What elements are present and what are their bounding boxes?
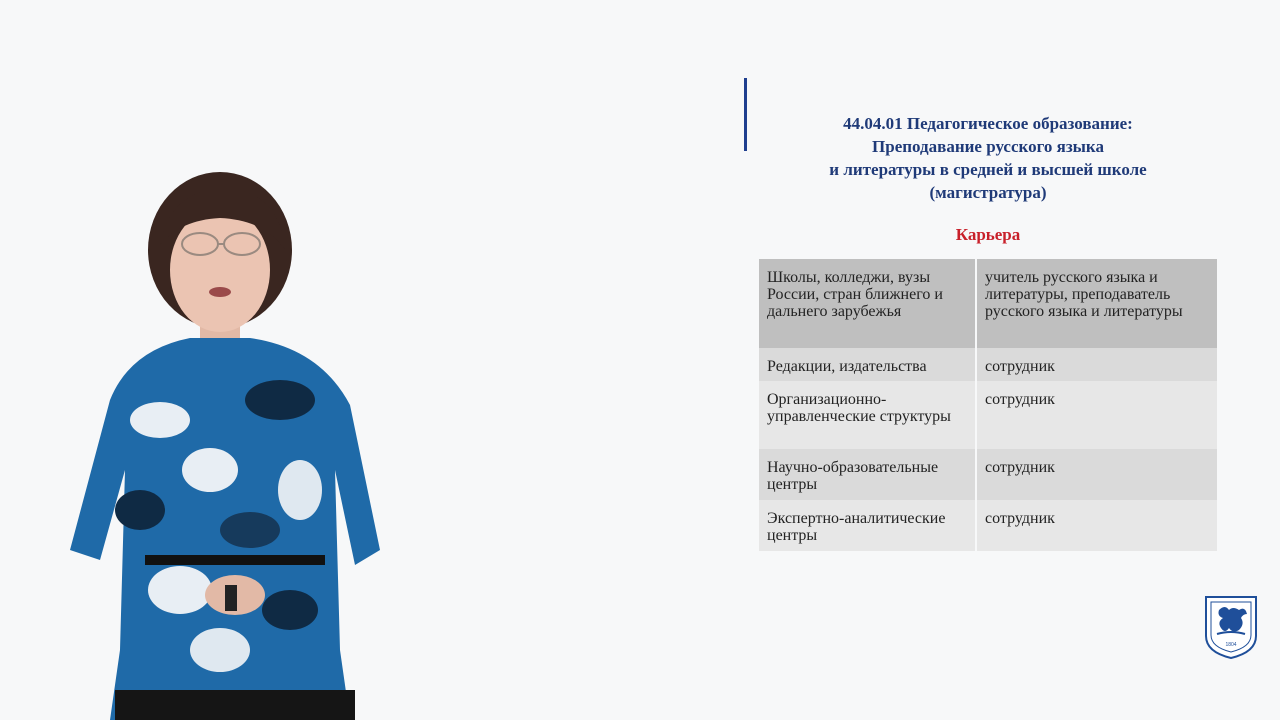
position-cell: сотрудник [977,449,1217,500]
workplace-cell: Экспертно-аналитические центры [759,500,975,551]
workplace-cell: Научно-образовательные центры [759,449,975,500]
table-row [759,259,1217,348]
program-title-line-4: (магистратура) [929,183,1047,202]
table-row [759,348,1217,381]
table-row [759,381,1217,449]
presenter-video-figure [50,170,410,720]
career-table [757,259,1219,551]
table-row [759,449,1217,500]
university-crest-icon [1203,594,1259,660]
program-title-line-3: и литературы в средней и высшей школе [829,160,1147,179]
program-title-line-2: Преподавание русского языка [872,137,1104,156]
crest-year: 1804 [1225,642,1237,648]
position-cell: сотрудник [977,500,1217,551]
program-title-line-1: 44.04.01 Педагогическое образование: [843,114,1133,133]
career-section-title: Карьера [955,225,1021,244]
workplace-cell: Организационно-управленческие структуры [759,381,975,449]
program-title [760,112,1216,204]
position-cell: учитель русского языка и литературы, преподаватель русского языка и литературы [977,259,1217,348]
accent-divider [744,78,747,151]
position-cell: сотрудник [977,381,1217,449]
table-row [759,500,1217,551]
position-cell: сотрудник [977,348,1217,381]
workplace-cell: Школы, колледжи, вузы России, стран ближнего и дальнего зарубежья [759,259,975,348]
workplace-cell: Редакции, издательства [759,348,975,381]
